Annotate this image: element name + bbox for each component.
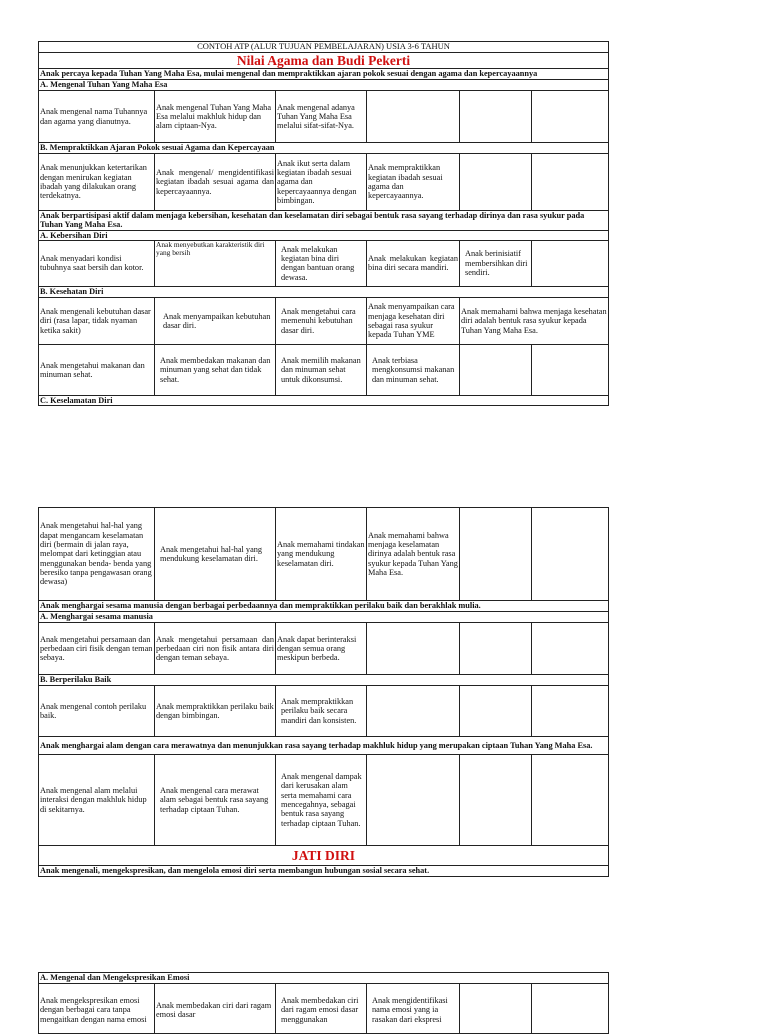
section-title: JATI DIRI [39, 846, 609, 866]
table-cell: Anak dapat berinteraksi dengan semua orang meskipun berbeda. [276, 623, 367, 675]
table-cell: Anak terbiasa mengkonsumsi makanan dan minuman sehat. [367, 344, 460, 395]
table-cell: Anak menyadari kondisi tubuhnya saat bersih dan kotor. [39, 240, 155, 286]
table-cell [460, 91, 532, 143]
table-cell: Anak mengetahui hal-hal yang mendukung keselamatan diri. [155, 508, 276, 601]
goal-statement: Anak mengenali, mengekspresikan, dan mengelola emosi diri serta membangun hubungan sosial secara sehat. [39, 866, 609, 877]
table-cell [532, 91, 609, 143]
table-cell: Anak membedakan makanan dan minuman yang sehat dan tidak sehat. [155, 344, 276, 395]
table-cell [532, 344, 609, 395]
table-cell: Anak memahami tindakan yang mendukung keselamatan diri. [276, 508, 367, 601]
subsection-heading: A. Mengenal Tuhan Yang Maha Esa [39, 80, 609, 91]
table-cell: Anak mengenal Tuhan Yang Maha Esa melalui makhluk hidup dan alam ciptaan-Nya. [155, 91, 276, 143]
table-cell: Anak mengenali kebutuhan dasar diri (rasa lapar, tidak nyaman ketika sakit) [39, 297, 155, 344]
table-cell [460, 623, 532, 675]
table-cell: Anak mengenal nama Tuhannya dan agama yang dianutnya. [39, 91, 155, 143]
table-cell: Anak melakukan kegiatan bina diri secara mandiri. [367, 240, 460, 286]
atp-table-page3 [38, 972, 609, 1034]
table-cell [460, 755, 532, 846]
table-cell [532, 508, 609, 601]
table-cell: Anak menunjukkan ketertarikan dengan menirukan kegiatan ibadah yang dilakukan orang terdekatnya. [39, 154, 155, 211]
document-header: CONTOH ATP (ALUR TUJUAN PEMBELAJARAN) USIA 3-6 TAHUN [39, 42, 609, 53]
table-cell: Anak mengenal cara merawat alam sebagai bentuk rasa sayang terhadap ciptaan Tuhan. [155, 755, 276, 846]
table-cell: Anak membedakan ciri dari ragam emosi dasar menggunakan [276, 984, 367, 1034]
atp-table-page1 [38, 41, 609, 406]
table-cell: Anak mengenal alam melalui interaksi dengan makhluk hidup di sekitarnya. [39, 755, 155, 846]
table-cell: Anak mengekspresikan emosi dengan berbagai cara tanpa mengaitkan dengan nama emosi [39, 984, 155, 1034]
table-cell: Anak memahami bahwa menjaga kesehatan diri adalah bentuk rasa syukur kepada Tuhan Yang Maha Esa. [460, 297, 609, 344]
subsection-heading: C. Keselamatan Diri [39, 395, 609, 405]
subsection-heading: A. Kebersihan Diri [39, 230, 609, 240]
subsection-heading: B. Berperilaku Baik [39, 675, 609, 686]
subsection-heading: A. Menghargai sesama manusia [39, 612, 609, 623]
table-cell [532, 755, 609, 846]
table-cell [460, 344, 532, 395]
atp-table-page2 [38, 507, 609, 877]
goal-statement: Anak menghargai sesama manusia dengan berbagai perbedaannya dan mempraktikkan perilaku baik dan berakhlak mulia. [39, 601, 609, 612]
table-cell [367, 91, 460, 143]
table-cell: Anak memahami bahwa menjaga keselamatan dirinya adalah bentuk rasa syukur kepada Tuhan Yang Maha Esa. [367, 508, 460, 601]
table-cell: Anak mengetahui persamaan dan perbedaan ciri fisik dengan teman sebaya. [39, 623, 155, 675]
table-cell [532, 240, 609, 286]
table-cell: Anak mengenal dampak dari kerusakan alam serta memahami cara mencegahnya, sebagai bentuk rasa sayang terhadap ciptaan Tuhan. [276, 755, 367, 846]
table-cell: Anak mempraktikkan perilaku baik dengan bimbingan. [155, 686, 276, 737]
section-title: Nilai Agama dan Budi Pekerti [39, 53, 609, 69]
table-cell: Anak menyebutkan karakteristik diri yang bersih [155, 240, 276, 286]
subsection-heading: A. Mengenal dan Mengekspresikan Emosi [39, 973, 609, 984]
subsection-heading: B. Mempraktikkan Ajaran Pokok sesuai Agama dan Kepercayaan [39, 143, 609, 154]
table-cell: Anak melakukan kegiatan bina diri dengan bantuan orang dewasa. [276, 240, 367, 286]
table-cell: Anak mempraktikkan perilaku baik secara mandiri dan konsisten. [276, 686, 367, 737]
table-cell: Anak membedakan ciri dari ragam emosi dasar [155, 984, 276, 1034]
table-cell [532, 984, 609, 1034]
table-cell: Anak mengetahui cara memenuhi kebutuhan dasar diri. [276, 297, 367, 344]
table-cell: Anak menyampaikan kebutuhan dasar diri. [155, 297, 276, 344]
table-cell: Anak mengetahui makanan dan minuman sehat. [39, 344, 155, 395]
table-cell: Anak mengenal contoh perilaku baik. [39, 686, 155, 737]
subsection-heading: B. Kesehatan Diri [39, 286, 609, 297]
table-cell [460, 984, 532, 1034]
goal-statement: Anak berpartisipasi aktif dalam menjaga kebersihan, kesehatan dan keselamatan diri sebagai bentuk rasa sayang terhadap dirinya dan rasa syukur pada Tuhan Yang Maha Esa. [39, 211, 609, 231]
table-cell: Anak ikut serta dalam kegiatan ibadah sesuai agama dan kepercayaannya dengan bimbingan. [276, 154, 367, 211]
table-cell: Anak mengetahui persamaan dan perbedaan ciri non fisik antara diri dengan teman sebaya. [155, 623, 276, 675]
table-cell [532, 154, 609, 211]
table-cell: Anak mengetahui hal-hal yang dapat mengancam keselamatan diri (bermain di jalan raya, melompat dari ketinggian atau menggunakan benda- benda yang beresiko tanpa pengawasan orang dewasa) [39, 508, 155, 601]
goal-statement: Anak percaya kepada Tuhan Yang Maha Esa, mulai mengenal dan mempraktikkan ajaran pokok sesuai dengan agama dan kepercayaannya [39, 69, 609, 80]
table-cell [532, 686, 609, 737]
goal-statement: Anak menghargai alam dengan cara merawatnya dan menunjukkan rasa sayang terhadap makhluk hidup yang merupakan ciptaan Tuhan Yang Maha Esa. [39, 737, 609, 755]
table-cell: Anak mengidentifikasi nama emosi yang ia rasakan dari ekspresi [367, 984, 460, 1034]
table-cell [367, 755, 460, 846]
table-cell: Anak memilih makanan dan minuman sehat untuk dikonsumsi. [276, 344, 367, 395]
table-cell [367, 686, 460, 737]
table-cell [367, 623, 460, 675]
table-cell [460, 686, 532, 737]
table-cell [460, 154, 532, 211]
table-cell: Anak mempraktikkan kegiatan ibadah sesuai agama dan kepercayaannya. [367, 154, 460, 211]
table-cell: Anak menyampaikan cara menjaga kesehatan diri sebagai rasa syukur kepada Tuhan YME [367, 297, 460, 344]
table-cell [460, 508, 532, 601]
table-cell: Anak berinisiatif membersihkan diri sendiri. [460, 240, 532, 286]
table-cell: Anak mengenal/ mengidentifikasi kegiatan ibadah sesuai agama dan kepercayaannya. [155, 154, 276, 211]
table-cell: Anak mengenal adanya Tuhan Yang Maha Esa melalui sifat-sifat-Nya. [276, 91, 367, 143]
table-cell [532, 623, 609, 675]
